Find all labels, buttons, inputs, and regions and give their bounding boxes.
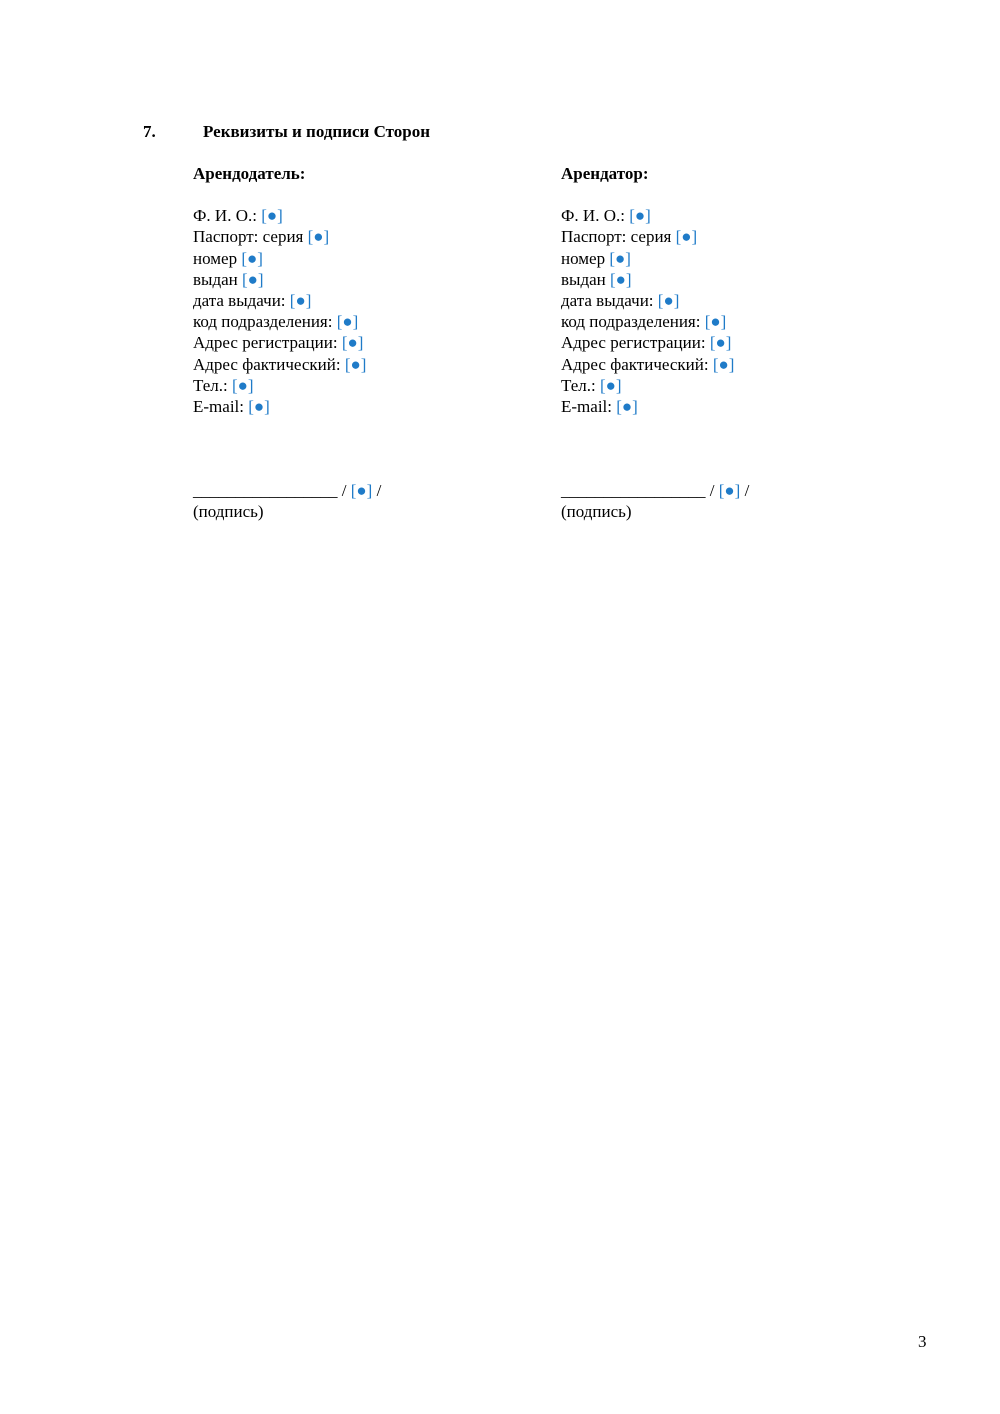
field-label: Паспорт: серия: [561, 227, 676, 247]
field-placeholder: [●]: [344, 354, 367, 374]
field-placeholder: [●]: [600, 375, 622, 395]
field-label: Адрес фактический:: [561, 354, 713, 374]
field-placeholder: [●]: [657, 291, 680, 311]
signature-blank: _________________ /: [561, 481, 719, 501]
field-passport-series: [193, 226, 523, 247]
field-placeholder: [●]: [241, 248, 263, 268]
field-label: Адрес регистрации:: [561, 333, 710, 353]
signature-name-placeholder: [●]: [718, 481, 741, 501]
signature-line: [561, 480, 891, 501]
field-label: выдан: [561, 269, 610, 289]
field-placeholder: [●]: [629, 206, 651, 226]
section-heading: [143, 122, 430, 142]
field-label: выдан: [193, 269, 242, 289]
party-title: Арендатор:: [561, 164, 649, 183]
signature-caption: (подпись): [561, 502, 632, 522]
field-registration-address: [193, 332, 523, 353]
field-registration-address: [561, 332, 891, 353]
field-placeholder: [●]: [616, 397, 638, 417]
field-phone: [561, 375, 891, 396]
field-placeholder: [●]: [261, 206, 283, 226]
field-passport-number: [193, 248, 523, 269]
field-label: E-mail:: [561, 397, 617, 417]
field-placeholder: [●]: [336, 312, 359, 332]
field-email: [193, 396, 523, 417]
field-label: Адрес фактический:: [193, 354, 345, 374]
field-placeholder: [●]: [341, 333, 364, 353]
signature-blank: _________________ /: [193, 481, 351, 501]
field-email: [561, 396, 891, 417]
field-label: Адрес регистрации:: [193, 333, 342, 353]
field-placeholder: [●]: [289, 291, 312, 311]
field-issued-by: [193, 269, 523, 290]
field-label: дата выдачи:: [561, 291, 658, 311]
field-phone: [193, 375, 523, 396]
field-placeholder: [●]: [242, 269, 264, 289]
field-actual-address: [193, 354, 523, 375]
field-placeholder: [●]: [709, 333, 732, 353]
field-label: код подразделения:: [561, 312, 705, 332]
signature-name-placeholder: [●]: [350, 481, 373, 501]
field-label: Паспорт: серия: [193, 227, 308, 247]
field-issue-date: [561, 290, 891, 311]
field-placeholder: [●]: [248, 397, 270, 417]
signature-line: [193, 480, 523, 501]
party-title: Арендодатель:: [193, 164, 306, 183]
signature-caption: (подпись): [193, 502, 264, 522]
field-label: код подразделения:: [193, 312, 337, 332]
field-label: Ф. И. О.:: [193, 206, 262, 226]
page-number: 3: [918, 1332, 927, 1351]
field-placeholder: [●]: [712, 354, 735, 374]
field-fio: [561, 205, 891, 226]
field-department-code: [561, 311, 891, 332]
signature-suffix: /: [372, 481, 382, 501]
party-tenant: [561, 163, 891, 523]
field-label: E-mail:: [193, 397, 249, 417]
signature-suffix: /: [740, 481, 750, 501]
field-department-code: [193, 311, 523, 332]
field-label: Тел.:: [561, 375, 600, 395]
field-label: Тел.:: [193, 375, 232, 395]
field-label: номер: [561, 248, 610, 268]
field-actual-address: [561, 354, 891, 375]
section-title: Реквизиты и подписи Сторон: [203, 122, 431, 141]
field-passport-number: [561, 248, 891, 269]
party-landlord: [193, 163, 523, 523]
field-issued-by: [561, 269, 891, 290]
party-fields: [193, 205, 523, 417]
field-label: дата выдачи:: [193, 291, 290, 311]
field-fio: [193, 205, 523, 226]
field-passport-series: [561, 226, 891, 247]
party-fields: [561, 205, 891, 417]
field-placeholder: [●]: [610, 269, 632, 289]
field-issue-date: [193, 290, 523, 311]
field-placeholder: [●]: [232, 375, 254, 395]
signature-block: [561, 480, 891, 522]
field-label: Ф. И. О.:: [561, 206, 630, 226]
field-placeholder: [●]: [704, 312, 727, 332]
section-number: 7.: [143, 122, 156, 141]
field-placeholder: [●]: [307, 227, 330, 247]
signature-block: [193, 480, 523, 522]
field-label: номер: [193, 248, 242, 268]
field-placeholder: [●]: [675, 227, 698, 247]
field-placeholder: [●]: [609, 248, 631, 268]
